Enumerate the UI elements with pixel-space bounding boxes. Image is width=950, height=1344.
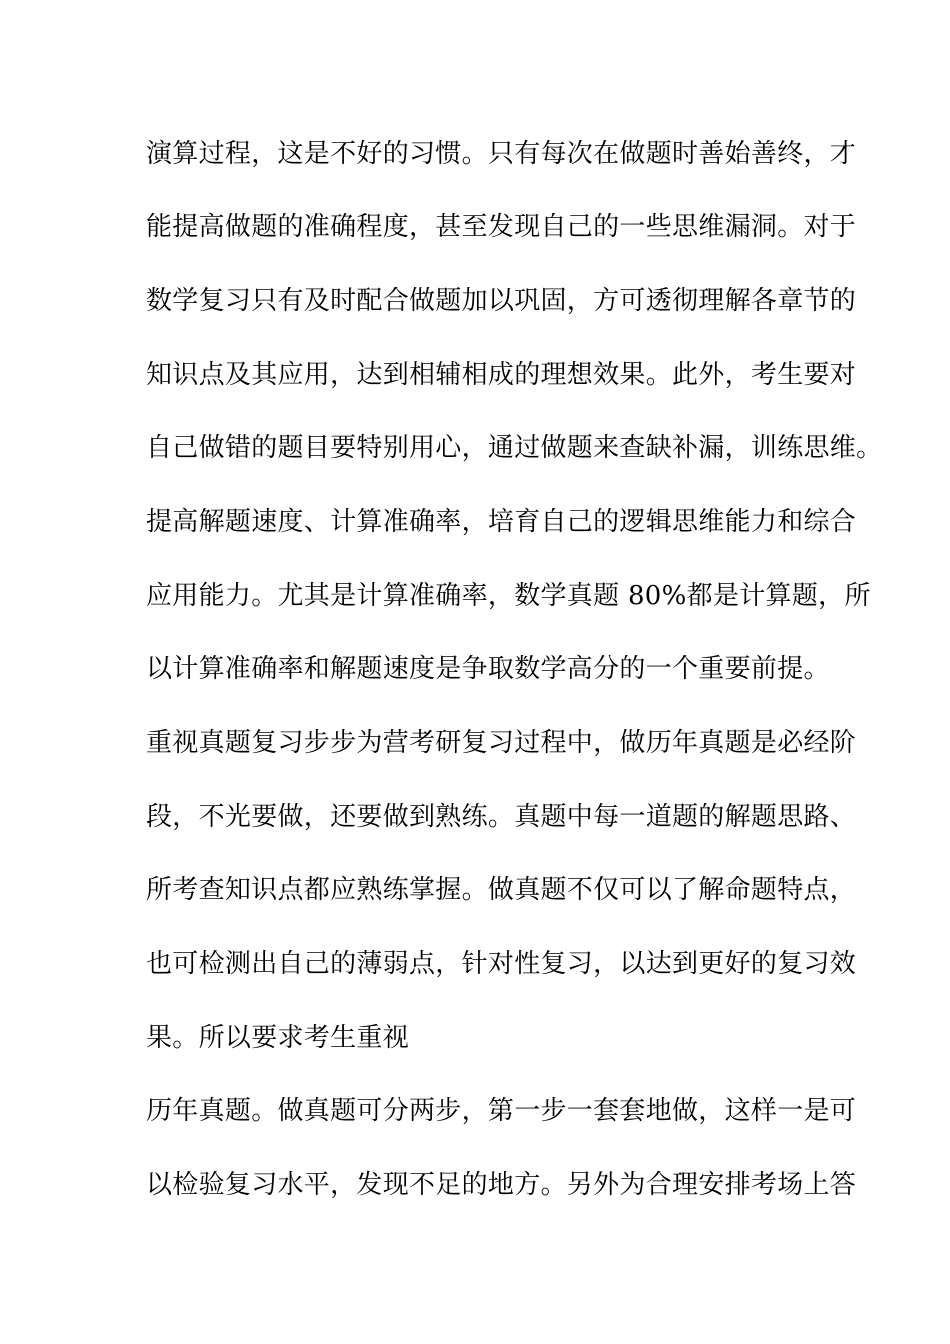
text-line: 果。所以要求考生重视	[146, 1023, 410, 1053]
text-line: 演算过程，这是不好的习惯。只有每次在做题时善始善终，才	[146, 139, 857, 169]
text-line: 知识点及其应用，达到相辅相成的理想效果。此外，考生要对	[146, 360, 857, 390]
text-line: 自己做错的题目要特别用心，通过做题来查缺补漏，训练思维。	[146, 433, 883, 463]
text-line: 所考查知识点都应熟练掌握。做真题不仅可以了解命题特点，	[146, 875, 857, 905]
text-line: 以检验复习水平，发现不足的地方。另外为合理安排考场上答	[146, 1170, 857, 1200]
text-line: 数学复习只有及时配合做题加以巩固，方可透彻理解各章节的	[146, 286, 857, 316]
text-line: 段，不光要做，还要做到熟练。真题中每一道题的解题思路、	[146, 802, 857, 832]
text-line: 历年真题。做真题可分两步，第一步一套套地做，这样一是可	[146, 1096, 857, 1126]
text-line: 以计算准确率和解题速度是争取数学高分的一个重要前提。	[146, 654, 830, 684]
text-line: 也可检测出自己的薄弱点，针对性复习，以达到更好的复习效	[146, 949, 857, 979]
text-line: 重视真题复习步步为营考研复习过程中，做历年真题是必经阶	[146, 728, 857, 758]
text-line: 应用能力。尤其是计算准确率，数学真题 80%都是计算题，所	[146, 581, 871, 611]
text-line: 能提高做题的准确程度，甚至发现自己的一些思维漏洞。对于	[146, 212, 857, 242]
text-line: 提高解题速度、计算准确率，培育自己的逻辑思维能力和综合	[146, 507, 857, 537]
